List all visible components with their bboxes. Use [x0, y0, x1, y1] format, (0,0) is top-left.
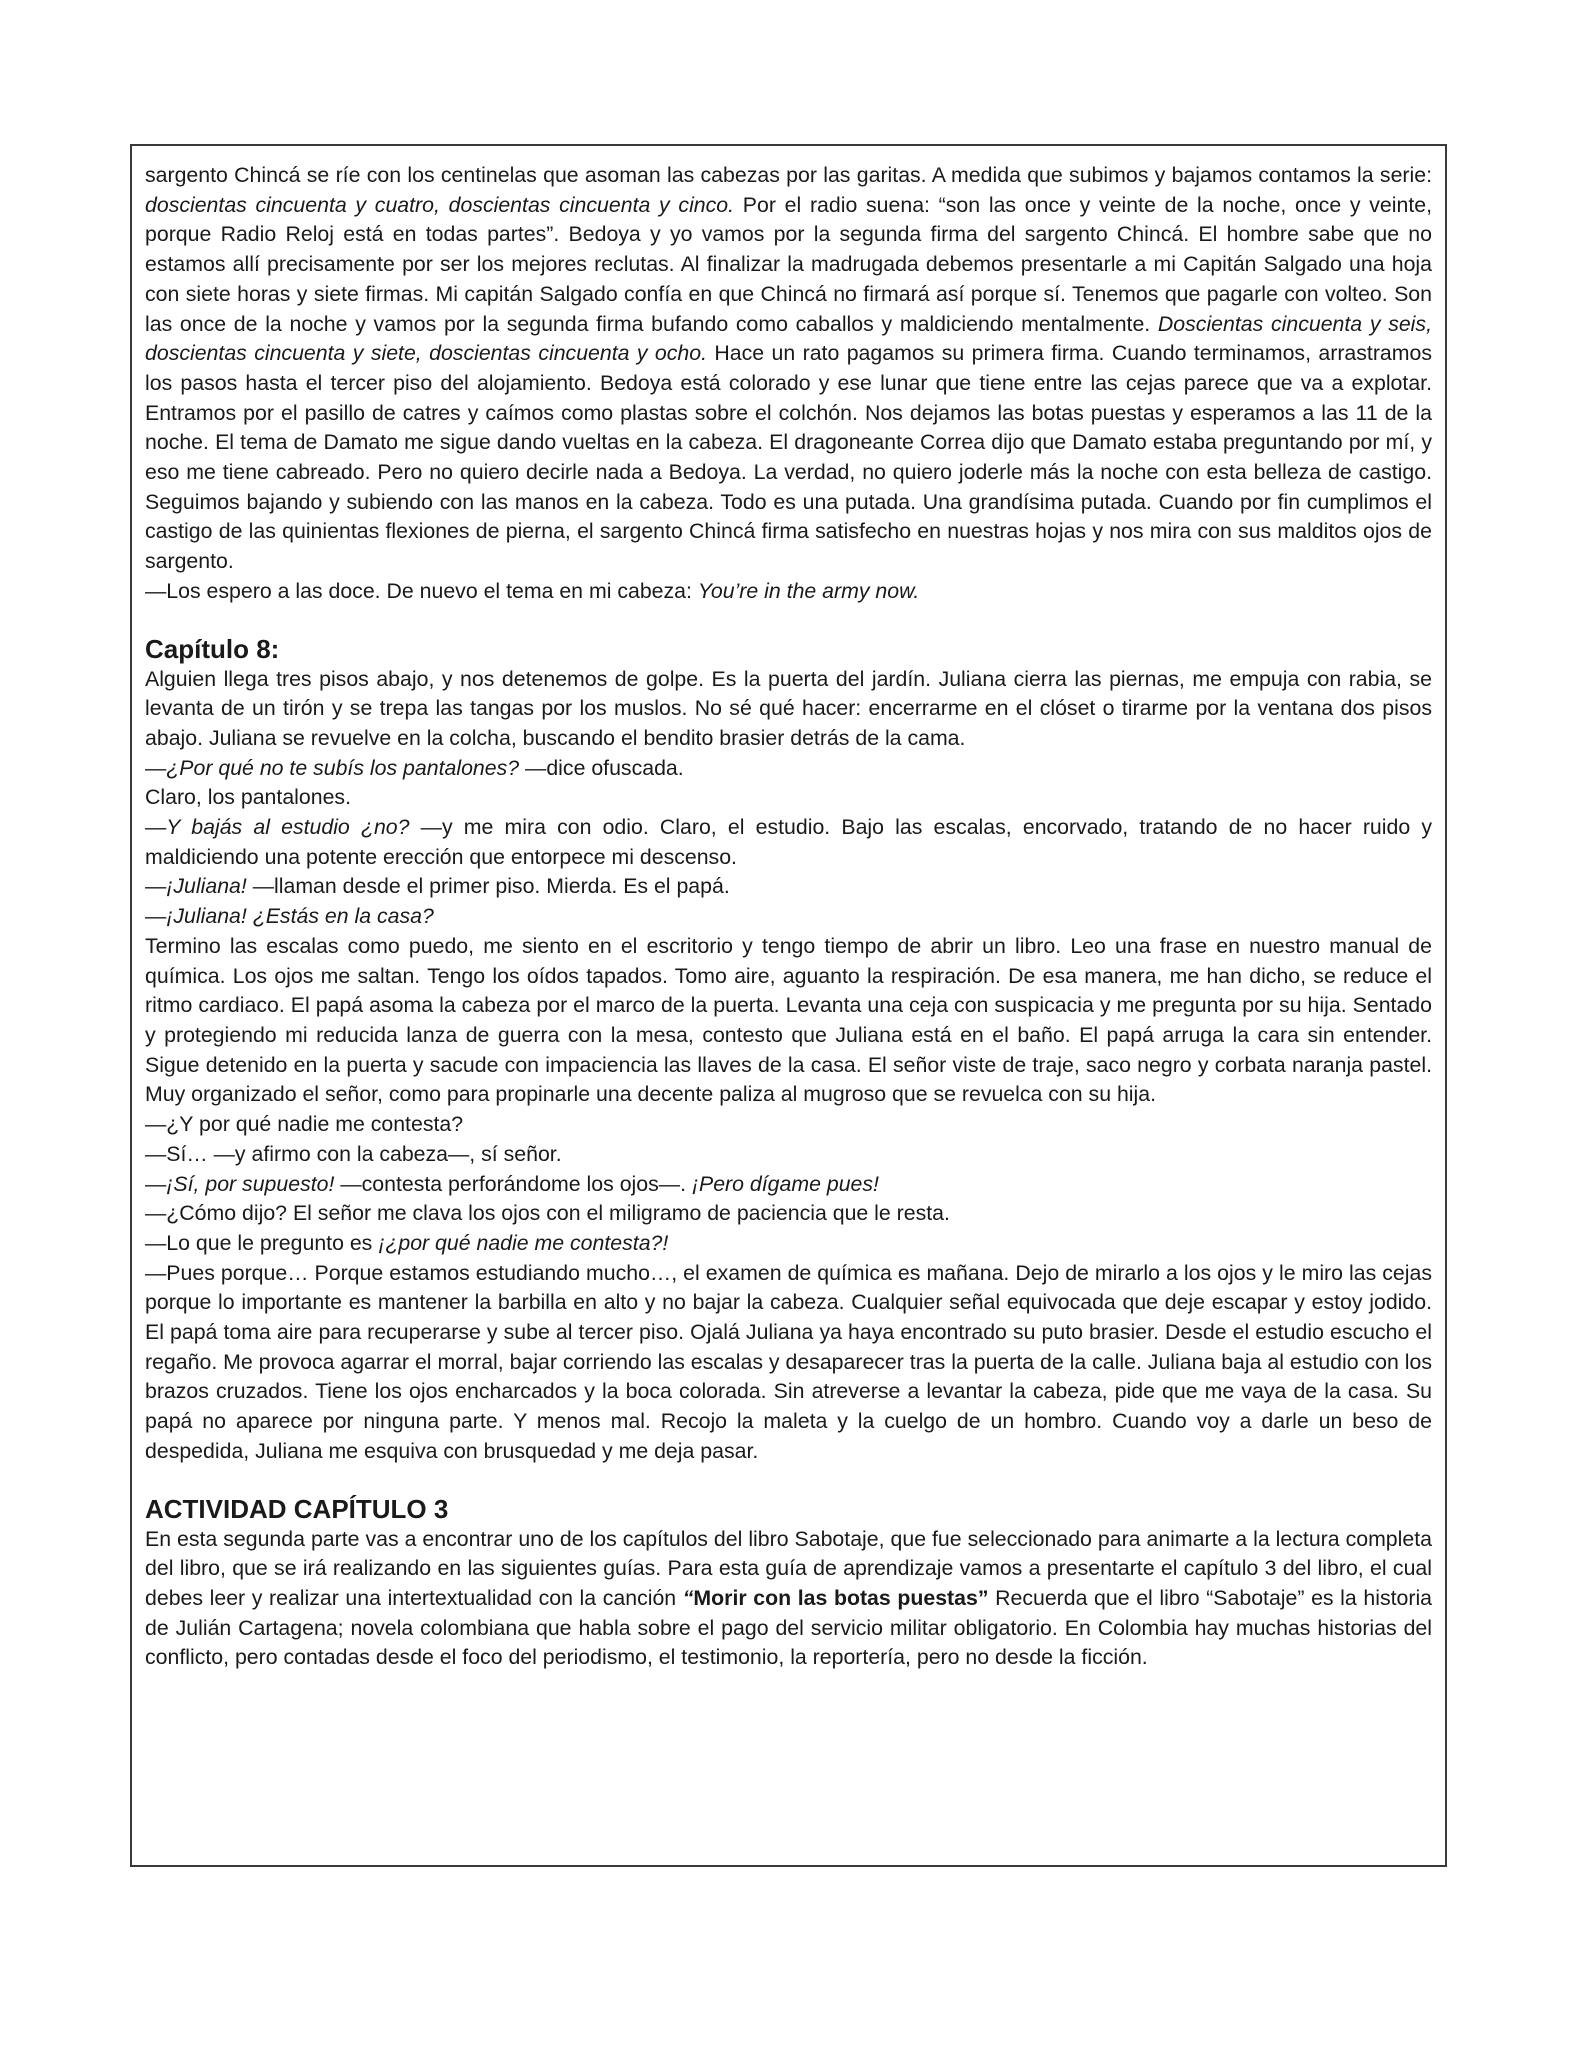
dialogue-los-espero — [145, 577, 1432, 607]
text-run: doscientas cincuenta y cuatro, doscientas cincuenta y cinco. — [145, 192, 735, 217]
text-run: — — [145, 904, 167, 929]
dialogue-si-por-supuesto — [145, 1170, 1432, 1200]
paragraph-sargento — [145, 161, 1432, 577]
chapter-8-heading: Capítulo 8: — [145, 633, 280, 664]
text-run: Recuerda que el libro “Sabotaje” es la historia de Julián Cartagena; novela colombiana que habla sobre el pago del servicio militar obligatorio. En Colombia hay muchas historias del conflicto, pero contadas desde el foco del periodismo, el testimonio, la reportería, pero no desde la ficción. — [145, 1585, 1433, 1670]
text-run: — — [145, 815, 167, 840]
text-run: Claro, los pantalones. — [145, 785, 351, 810]
text-run: Por el radio suena: “son las once y veinte de la noche, once y veinte, porque Radio Reloj está en todas partes”. Bedoya y yo vamos por la segunda firma del sargento Chincá. El hombre sabe que no estamos allí precisamente por ser los mejores reclutas. Al finalizar la madrugada debemos presentarle a mi Capitán Salgado una hoja con siete horas y siete firmas. Mi capitán Salgado confía en que Chincá no firmará así porque sí. Tenemos que pagarle con volteo. Son las once de la noche y vamos por la segunda firma bufando como caballos y maldiciendo mentalmente. — [145, 192, 1433, 336]
text-run: — — [145, 874, 167, 899]
text-run: —¿Cómo dijo? El señor me clava los ojos con el miligramo de paciencia que le resta. — [145, 1201, 950, 1226]
dialogue-como-dijo — [145, 1199, 1432, 1229]
text-run: —contesta perforándome los ojos—. — [334, 1171, 692, 1196]
text-run: Morir con las botas puestas” — [693, 1585, 989, 1610]
text-run: —dice ofuscada. — [519, 755, 684, 780]
text-run: —llaman desde el primer piso. Mierda. Es el papá. — [246, 874, 730, 899]
activity-heading: ACTIVIDAD CAPÍTULO 3 — [145, 1493, 449, 1524]
text-run: —¿Y por qué nadie me contesta? — [145, 1112, 464, 1137]
paragraph-activity — [145, 1525, 1432, 1674]
text-run: En esta segunda parte vas a encontrar uno de los capítulos del libro Sabotaje, que fue seleccionado para animarte a la lectura completa del libro, que se irá realizando en las siguientes guías. Para esta guía de aprendizaje vamos a presentarte el capítulo 3 del libro, el cual debes leer y realizar una intertextualidad con la canción — [145, 1526, 1432, 1610]
paragraph-alguien-llega — [145, 665, 1432, 754]
text-run: Y bajás al estudio ¿no? — [166, 815, 410, 840]
text-run: —Los espero a las doce. De nuevo el tema en mi cabeza: — [145, 578, 698, 603]
line-claro-pantalones — [145, 783, 1432, 813]
dialogue-juliana-1 — [145, 872, 1432, 902]
text-run: ¡Sí, por supuesto! — [166, 1171, 335, 1196]
text-run: sargento Chincá se ríe con los centinelas que asoman las cabezas por las garitas. A medida que subimos y bajamos contamos la serie: — [145, 163, 1432, 187]
text-run: ¡Juliana! ¿Estás en la casa? — [166, 904, 434, 929]
text-run: —Sí… —y afirmo con la cabeza—, sí señor. — [145, 1141, 562, 1166]
document-frame — [130, 144, 1447, 1867]
dialogue-lo-que-pregunto — [145, 1229, 1432, 1259]
text-run: ¡Juliana! — [166, 874, 247, 899]
text-run: Termino las escalas como puedo, me siento en el escritorio y tengo tiempo de abrir un libro. Leo una frase en nuestro manual de química. Los ojos me saltan. Tengo los oídos tapados. Tomo aire, aguanto la respiración. De esa manera, me han dicho, se reduce el ritmo cardiaco. El papá asoma la cabeza por el marco de la puerta. Levanta una ceja con suspicacia y me pregunta por su hija. Sentado y protegiendo mi reducida lanza de guerra con la mesa, contesto que Juliana está en el baño. El papá arruga la cara sin entender. Sigue detenido en la puerta y sacude con impaciencia las llaves de la casa. El señor viste de traje, saco negro y corbata naranja pastel. Muy organizado el señor, como para propinarle una decente paliza al mugroso que se revuelca con su hija. — [145, 933, 1432, 1107]
text-run: “ — [682, 1585, 694, 1610]
paragraph-termino-escalas — [145, 932, 1432, 1110]
text-run: ¿Por qué no te subís los pantalones? — [166, 755, 520, 780]
text-run: Doscientas cincuenta y seis, doscientas cincuenta y siete, doscientas cincuenta y ocho. — [145, 311, 1432, 366]
text-run: —Lo que le pregunto es — [145, 1230, 379, 1255]
paragraph-pues-porque — [145, 1259, 1432, 1467]
dialogue-nadie-contesta — [145, 1110, 1432, 1140]
text-run: Hace un rato pagamos su primera firma. Cuando terminamos, arrastramos los pasos hasta el tercer piso del alojamiento. Bedoya está colorado y ese lunar que tiene entre las cejas parece que va a explotar. Entramos por el pasillo de catres y caímos como plastas sobre el colchón. Nos dejamos las botas puestas y esperamos a las 11 de la noche. El tema de Damato me sigue dando vueltas en la cabeza. El dragoneante Correa dijo que Damato estaba preguntando por mí, y eso me tiene cabreado. Pero no quiero decirle nada a Bedoya. La verdad, no quiero joderle más la noche con esta belleza de castigo. Seguimos bajando y subiendo con las manos en la cabeza. Todo es una putada. Una grandísima putada. Cuando por fin cumplimos el castigo de las quinientas flexiones de pierna, el sargento Chincá firma satisfecho en nuestras hojas y nos mira con sus malditos ojos de sargento. — [145, 341, 1432, 574]
text-run: ¡Pero dígame pues! — [691, 1171, 879, 1196]
text-run: —Pues porque… Porque estamos estudiando mucho…, el examen de química es mañana. Dejo de mirarlo a los ojos y le miro las cejas porque lo importante es mantener la barbilla en alto y no bajar la cabeza. Cualquier señal equivocada que deje escapar y estoy jodido. El papá toma aire para recuperarse y sube al tercer piso. Ojalá Juliana ya haya encontrado su puto brasier. Desde el estudio escucho el regaño. Me provoca agarrar el morral, bajar corriendo las escalas y desaparecer tras la puerta de la calle. Juliana baja al estudio con los brazos cruzados. Tiene los ojos encharcados y la boca colorada. Sin atreverse a levantar la cabeza, pide que me vaya de la casa. Su papá no aparece por ninguna parte. Y menos mal. Recojo la maleta y la cuelgo de un hombro. Cuando voy a darle un beso de despedida, Juliana me esquiva con brusquedad y me deja pasar. — [145, 1260, 1432, 1463]
dialogue-bajas-estudio — [145, 813, 1432, 872]
text-run: — — [145, 1171, 167, 1196]
text-run: — — [145, 755, 167, 780]
dialogue-pantalones — [145, 754, 1432, 784]
text-run: You’re in the army now. — [697, 578, 920, 603]
text-run: ¡¿por qué nadie me contesta?! — [378, 1230, 669, 1255]
dialogue-si-senor — [145, 1140, 1432, 1170]
text-run: Alguien llega tres pisos abajo, y nos detenemos de golpe. Es la puerta del jardín. Juliana cierra las piernas, me empuja con rabia, se levanta de un tirón y se trepa las tangas por los muslos. No sé qué hacer: encerrarme en el clóset o tirarme por la ventana dos pisos abajo. Juliana se revuelve en la colcha, buscando el bendito brasier detrás de la cama. — [145, 666, 1432, 750]
text-run: —y me mira con odio. Claro, el estudio. Bajo las escalas, encorvado, tratando de no hacer ruido y maldiciendo una potente erección que entorpece mi descenso. — [145, 815, 1432, 869]
dialogue-juliana-2 — [145, 902, 1432, 932]
